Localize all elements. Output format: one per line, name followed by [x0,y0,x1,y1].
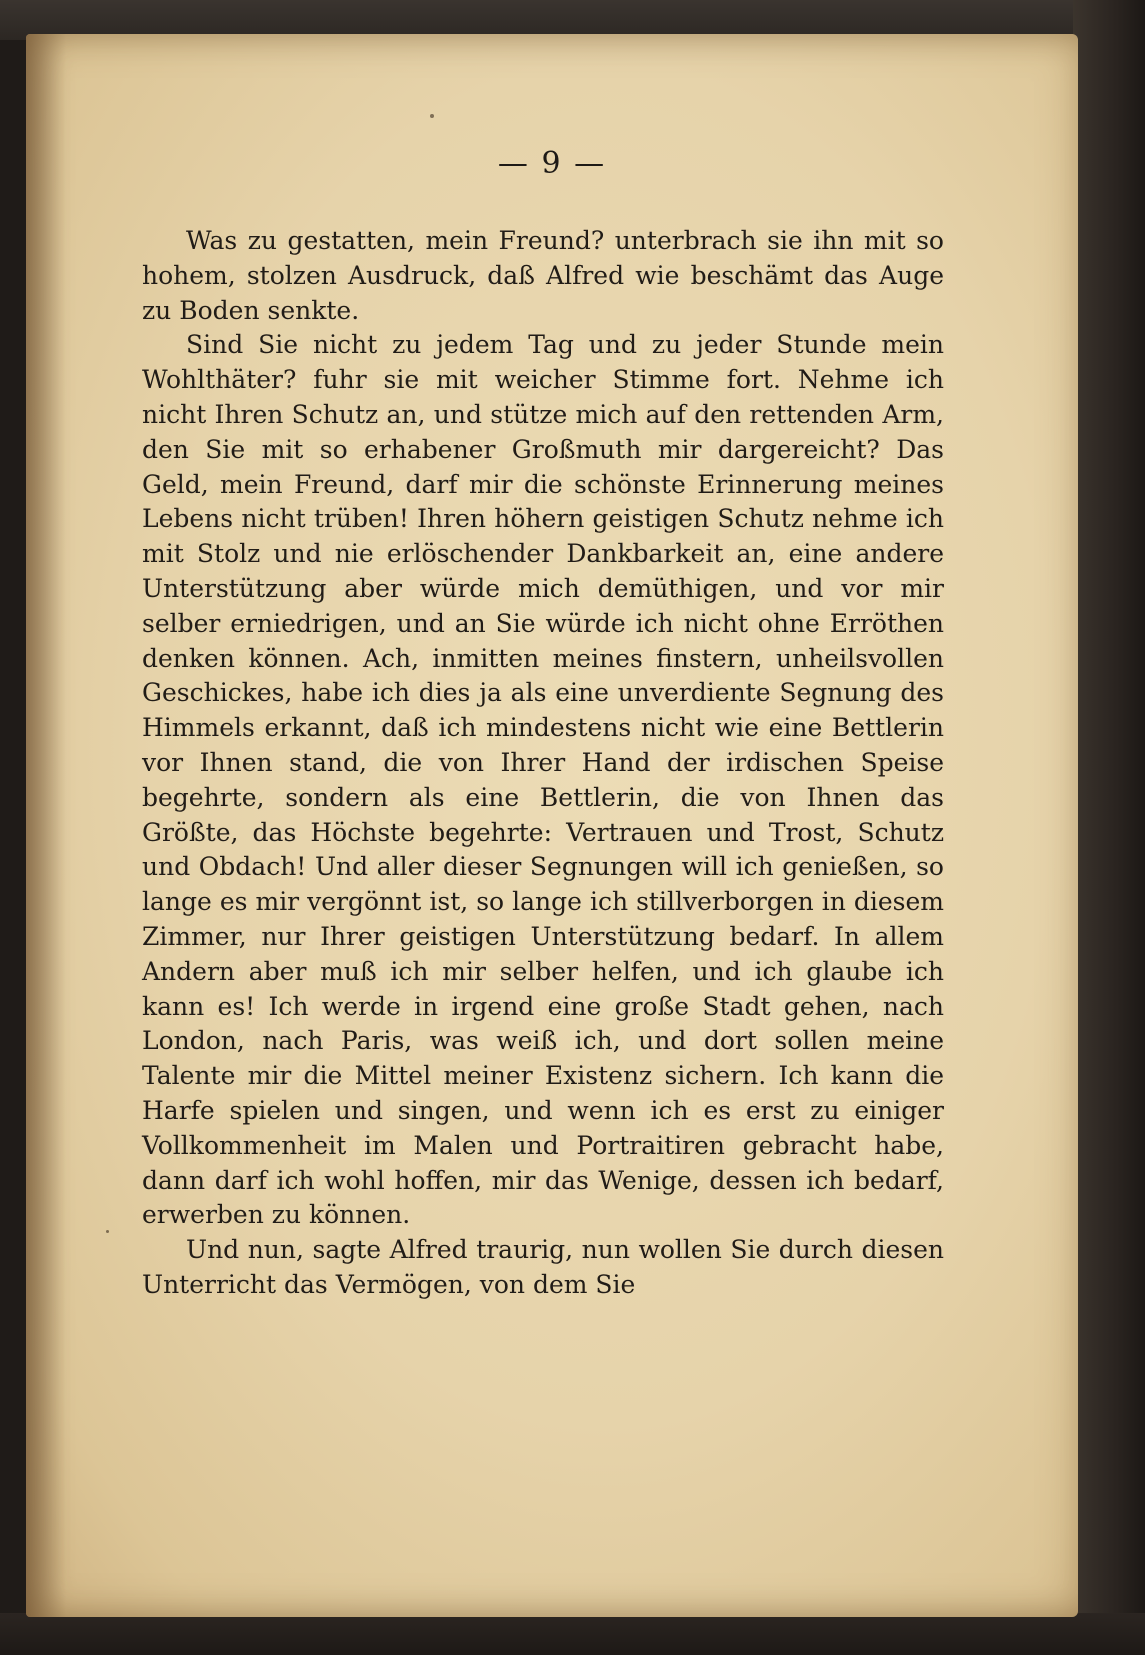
paragraph-2: Sind Sie nicht zu jedem Tag und zu jeder Stunde mein Wohlthäter? fuhr sie mit weicher Stimme fort. Nehme ich nicht Ihren Schutz an, und stütze mich auf den rettenden Arm, den Sie mit so erhabener Großmuth mir dargereicht? Das Geld, mein Freund, darf mir die schönste Erinnerung meines Lebens nicht trüben! Ihren höhern geistigen Schutz nehme ich mit Stolz und nie erlöschender Dankbarkeit an, eine andere Unterstützung aber würde mich demüthigen, und vor mir selber erniedrigen, und an Sie würde ich nicht ohne Erröthen denken können. Ach, inmitten meines finstern, unheilsvollen Geschickes, habe ich dies ja als eine unverdiente Segnung des Himmels erkannt, daß ich mindestens nicht wie eine Bettlerin vor Ihnen stand, die von Ihrer Hand der irdischen Speise begehrte, sondern als eine Bettlerin, die von Ihnen das Größte, das Höchste begehrte: Vertrauen und Trost, Schutz und Obdach! Und aller dieser Segnungen will ich genießen, so lange es mir vergönnt ist, so lange ich stillverborgen in diesem Zimmer, nur Ihrer geistigen Unterstützung bedarf. In allem Andern aber muß ich mir selber helfen, und ich glaube ich kann es! Ich werde in irgend eine große Stadt gehen, nach London, nach Paris, was weiß ich, und dort sollen meine Talente mir die Mittel meiner Existenz sichern. Ich kann die Harfe spielen und singen, und wenn ich es erst zu einiger Vollkommenheit im Malen und Portraitiren gebracht habe, dann darf ich wohl hoffen, mir das Wenige, dessen ich bedarf, erwerben zu können. [142,330,944,1230]
page-body-text [142,224,944,1303]
paragraph-1: Was zu gestatten, mein Freund? unterbrach sie ihn mit so hohem, stolzen Ausdruck, daß Alfred wie beschämt das Auge zu Boden senkte. [142,226,944,325]
page-number: — 9 — [497,146,607,181]
paragraph-3: Und nun, sagte Alfred traurig, nun wollen Sie durch diesen Unterricht das Vermögen, von dem Sie [142,1235,944,1299]
paper-speck [106,1230,109,1233]
book-cover-right-edge [1073,0,1145,1655]
book-cover-bottom-edge [0,1613,1145,1655]
paper-speck [430,114,434,118]
book-page [26,34,1078,1617]
page-gutter-shadow [26,34,66,1617]
